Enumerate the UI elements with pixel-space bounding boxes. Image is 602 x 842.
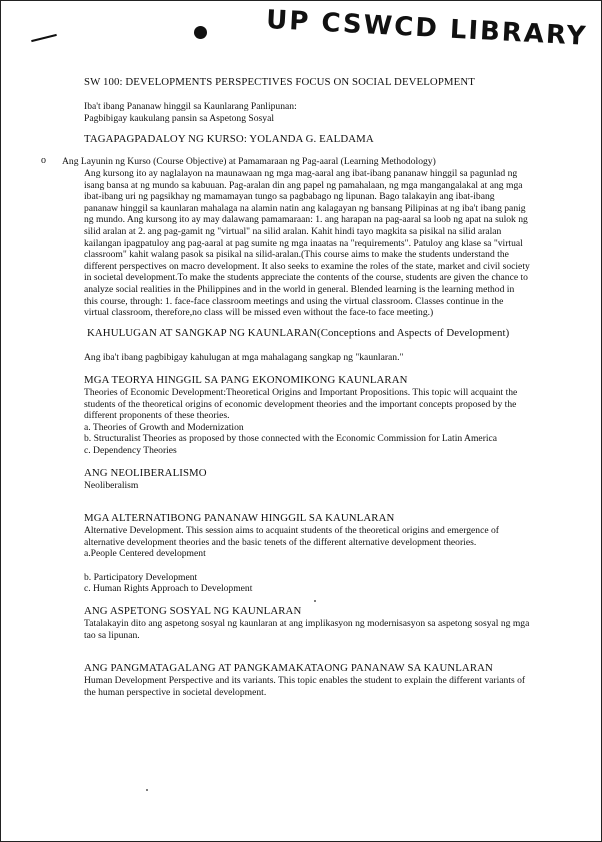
neolib-body: Neoliberalism	[84, 480, 139, 491]
bullet-marker: o	[41, 155, 46, 166]
teorya-body: Theories of Economic Development:Theoretical Origins and Important Propositions. This topic will acquaint the students of the theoretical origins of economic development theories and the important concepts proposed by the different proponents of these theories.	[84, 387, 518, 422]
scan-speck	[146, 789, 148, 791]
subtitle-line-1: Iba't ibang Pananaw hinggil sa Kaunlarang Panlipunan:	[84, 101, 297, 112]
alt-item-a: a.People Centered development	[84, 548, 206, 559]
human-body: Human Development Perspective and its variants. This topic enables the student to explain the different variants of the human perspective in societal development.	[84, 675, 526, 698]
sosyal-body: Tatalakayin dito ang aspetong sosyal ng kaunlaran at ang implikasyon ng modernisasyon sa aspetong sosyal ng mga tao sa lipunan.	[84, 618, 530, 641]
teorya-heading: MGA TEORYA HINGGIL SA PANG EKONOMIKONG KAUNLARAN	[84, 374, 408, 386]
objective-heading: Ang Layunin ng Kurso (Course Objective) at Pamamaraan ng Pag-aaral (Learning Methodology)	[62, 156, 436, 167]
course-title: SW 100: DEVELOPMENTS PERSPECTIVES FOCUS ON SOCIAL DEVELOPMENT	[84, 76, 475, 88]
library-stamp: UP CSWCD LIBRARY	[265, 5, 589, 52]
alt-item-c: c. Human Rights Approach to Development	[84, 583, 253, 594]
human-heading: ANG PANGMATAGALANG AT PANGKAMAKATAONG PANANAW SA KAUNLARAN	[84, 662, 493, 674]
alt-body: Alternative Development. This session aims to acquaint students of the theoretical origins and emergence of alternative development theories and the basic tenets of the different alternative development theories.	[84, 525, 499, 548]
teorya-item-b: b. Structuralist Theories as proposed by those connected with the Economic Commission for Latin America	[84, 433, 498, 444]
punch-hole	[194, 26, 207, 39]
alt-heading: MGA ALTERNATIBONG PANANAW HINGGIL SA KAUNLARAN	[84, 512, 395, 524]
scan-mark	[31, 34, 57, 42]
scan-speck	[314, 600, 316, 602]
kahulugan-body: Ang iba't ibang pagbibigay kahulugan at mga mahalagang sangkap ng "kaunlaran."	[84, 352, 404, 363]
teorya-item-c: c. Dependency Theories	[84, 445, 177, 456]
alt-item-b: b. Participatory Development	[84, 572, 198, 583]
objective-body: Ang kursong ito ay naglalayon na maunawaan ng mga mag-aaral ang ibat-ibang pananaw hinggil sa pagunlad ng isang bansa at ng mundo sa kabuuan. Pag-aralan din ang papel ng pamahalaan, ng mga mangangalakal at ang mga ibat-ibang uri ng pagsikhay ng mamamayan tungo sa pagbabago ng lipunan. Bago talakayin ang ibat-ibang pananaw hinggil sa kaunlaran mahalaga na alamin natin ang kalagayan ng bansang Pilipinas at ng iba't ibang panig ng mundo. Ang kursong ito ay may dalawang pamamaraan: 1. ang harapan na pag-aaral sa loob ng apat na sulok ng silid aralan at 2. ang pag-gamit ng "virtual" na silid aralan. Kahit hindi tayo magkita sa pisikal na silid aralan kailangan ipagpatuloy ang pag-aaral at pag sumite ng mga inaatas na "requirements". Patuloy ang klase sa "virtual classroom" kahit walang pasok sa pisikal na silid-aralan.(This course aims to make the students understand the different perspectives on macro development. It also seeks to examine the roles of the state, market and civil society in societal development.To make the students appreciate the contents of the course, students are given the chance to analyze social realities in the Philippines and in the world in general. Blended learning is the learning method in this course, through: 1. face-face classroom meetings and using the virtual classroom. Classes continue in the virtual classroom, therefore,no class will be missed even without the face-to face meeting.)	[84, 168, 530, 319]
kahulugan-heading: KAHULUGAN AT SANGKAP NG KAUNLARAN(Conceptions and Aspects of Development)	[87, 327, 510, 339]
instructor-line: TAGAPAGPADALOY NG KURSO: YOLANDA G. EALDAMA	[84, 133, 374, 145]
subtitle-line-2: Pagbibigay kaukulang pansin sa Aspetong Sosyal	[84, 113, 274, 124]
neolib-heading: ANG NEOLIBERALISMO	[84, 467, 207, 479]
sosyal-heading: ANG ASPETONG SOSYAL NG KAUNLARAN	[84, 605, 302, 617]
teorya-item-a: a. Theories of Growth and Modernization	[84, 422, 244, 433]
